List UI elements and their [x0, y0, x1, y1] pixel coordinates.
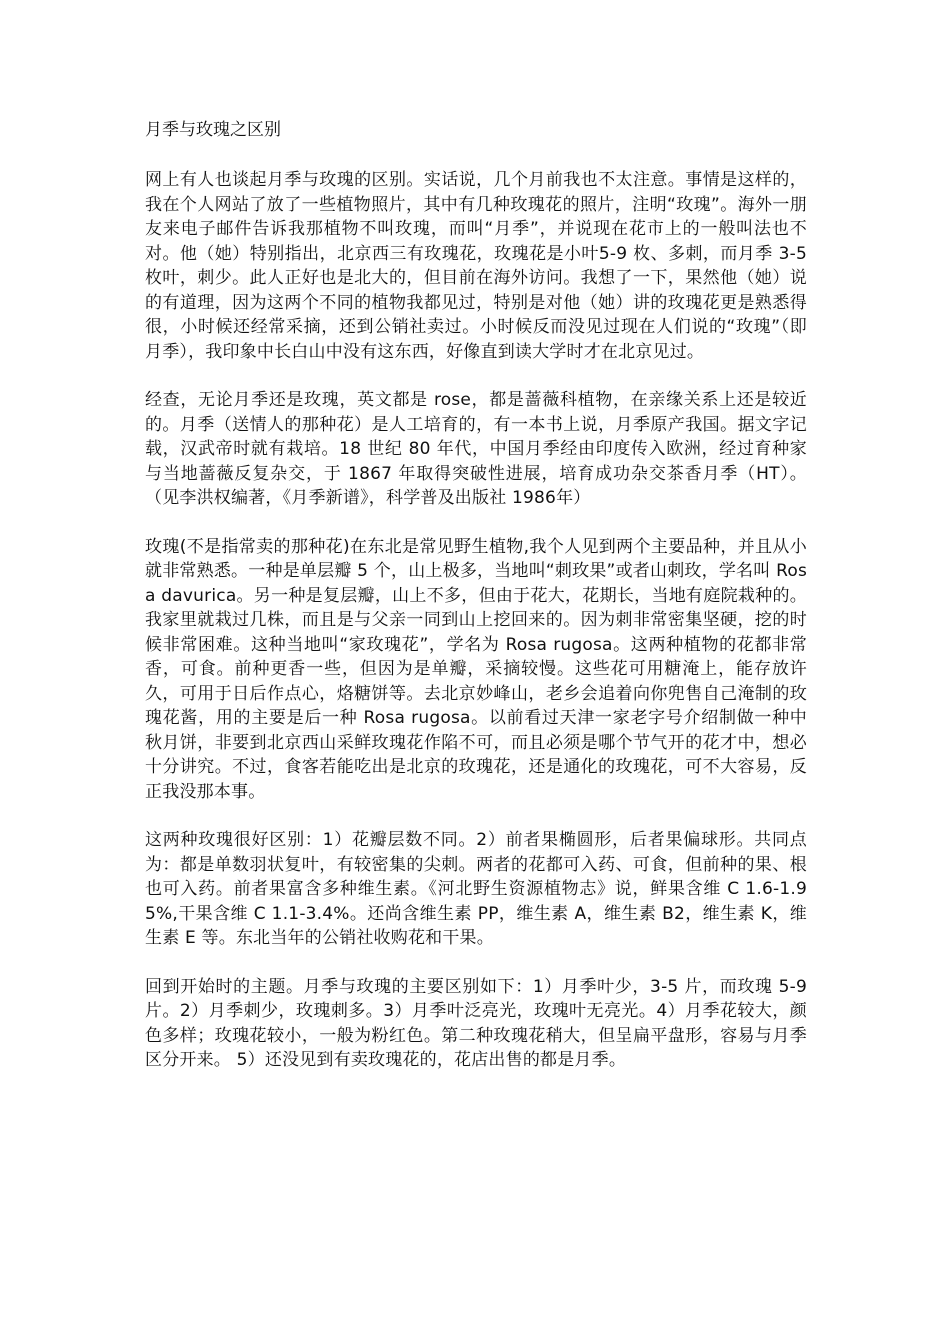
paragraph-wild-rose: 玫瑰(不是指常卖的那种花)在东北是常见野生植物,我个人见到两个主要品种，并且从小就非常熟悉。一种是单层瓣 5 个，山上极多，当地叫“刺玫果”或者山刺玫，学名叫 Rosa davurica。另一种是复层瓣，山上不多，但由于花大，花期长，当地有庭院栽种的。我家里就栽过几株，而且是与父亲一同到山上挖回来的。因为刺非常密集坚硬，挖的时候非常困难。这种当地叫“家玫瑰花”，学名为 Rosa rugosa。这两种植物的花都非常香，可食。前种更香一些，但因为是单瓣，采摘较慢。这些花可用糖淹上，能存放许久，可用于日后作点心，烙糖饼等。去北京妙峰山，老乡会追着向你兜售自己淹制的玫瑰花酱，用的主要是后一种 Rosa rugosa。以前看过天津一家老字号介绍制做一种中秋月饼，非要到北京西山采鲜玫瑰花作陷不可，而且必须是哪个节气开的花才中，想必十分讲究。不过，食客若能吃出是北京的玫瑰花，还是通化的玫瑰花，可不大容易，反正我没那本事。 — [145, 536, 807, 802]
paragraph-history: 经查，无论月季还是玫瑰，英文都是 rose，都是蔷薇科植物，在亲缘关系上还是较近的。月季（送情人的那种花）是人工培育的，有一本书上说，月季原产我国。据文字记载，汉武帝时就有栽培。18 世纪 80 年代，中国月季经由印度传入欧洲，经过育种家与当地蔷薇反复杂交，于 1867 年取得突破性进展，培育成功杂交茶香月季（HT）。（见李洪权编著，《月季新谱》，科学普及出版社 1986年） — [145, 390, 807, 508]
paragraph-intro: 网上有人也谈起月季与玫瑰的区别。实话说，几个月前我也不太注意。事情是这样的，我在个人网站了放了一些植物照片，其中有几种玫瑰花的照片，注明“玫瑰”。海外一朋友来电子邮件告诉我那植物不叫玫瑰，而叫“月季”，并说现在花市上的一般叫法也不对。他（她）特别指出，北京西三有玫瑰花，玫瑰花是小叶5-9 枚、多刺，而月季 3-5 枚叶，刺少。此人正好也是北大的，但目前在海外访问。我想了一下，果然他（她）说的有道理，因为这两个不同的植物我都见过，特别是对他（她）讲的玫瑰花更是熟悉得很，小时候还经常采摘，还到公销社卖过。小时候反而没见过现在人们说的“玫瑰”（即月季），我印象中长白山中没有这东西，好像直到读大学时才在北京见过。 — [145, 170, 807, 362]
paragraph-differences: 这两种玫瑰很好区别：1）花瓣层数不同。2）前者果椭圆形，后者果偏球形。共同点为：都是单数羽状复叶，有较密集的尖刺。两者的花都可入药、可食，但前种的果、根也可入药。前者果富含多种维生素。《河北野生资源植物志》说，鲜果含维 C 1.6-1.95%,干果含维 C 1.1-3.4%。还尚含维生素 PP，维生素 A，维生素 B2，维生素 K，维生素 E 等。东北当年的公销社收购花和干果。 — [145, 830, 807, 948]
document-title: 月季与玫瑰之区别 — [145, 120, 281, 140]
paragraph-conclusion: 回到开始时的主题。月季与玫瑰的主要区别如下：1）月季叶少，3-5 片，而玫瑰 5-9 片。2）月季刺少，玫瑰刺多。3）月季叶泛亮光，玫瑰叶无亮光。4）月季花较大，颜色多样；玫瑰花较小，一般为粉红色。第二种玫瑰花稍大，但呈扁平盘形，容易与月季区分开来。 5）还没见到有卖玫瑰花的，花店出售的都是月季。 — [145, 976, 807, 1070]
document-body — [145, 118, 807, 1097]
